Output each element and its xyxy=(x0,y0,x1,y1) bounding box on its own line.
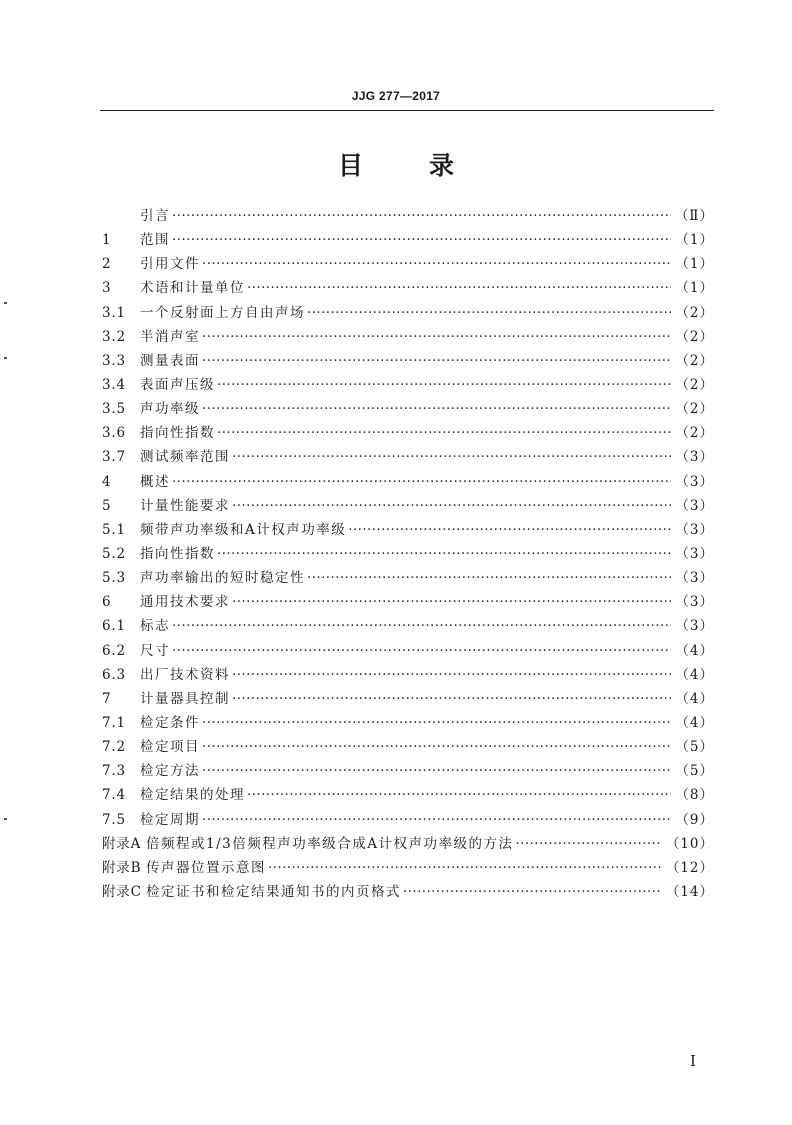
toc-entry[interactable] xyxy=(102,590,714,614)
toc-entry-number: 5.1 xyxy=(102,521,126,538)
title-char-1: 目 xyxy=(337,151,363,180)
toc-entry-title: 倍频程或1/3倍频程声功率级合成A计权声功率级的方法 xyxy=(146,835,514,852)
toc-entry-title: 频带声功率级和A计权声功率级 xyxy=(140,521,347,538)
toc-leader xyxy=(232,449,671,465)
toc-entry-page: （4） xyxy=(675,642,714,659)
toc-entry-page: （3） xyxy=(675,545,714,562)
toc-entry-title: 半消声室 xyxy=(140,328,200,345)
toc-entry[interactable] xyxy=(102,445,714,469)
toc-leader xyxy=(202,329,671,345)
toc-leader xyxy=(247,280,671,296)
toc-entry-page: （Ⅱ） xyxy=(674,208,714,224)
toc-entry-page: （3） xyxy=(675,618,714,635)
toc-entry-page: （3） xyxy=(675,594,714,611)
toc-entry-number: 3.1 xyxy=(102,304,126,321)
toc-entry-title: 引用文件 xyxy=(140,256,200,273)
toc-entry-page: （1） xyxy=(675,256,714,273)
toc-entry-title: 概述 xyxy=(140,473,170,490)
toc-entry-page: （1） xyxy=(675,232,714,249)
toc-entry-number: 5.3 xyxy=(102,570,126,587)
toc-entry-page: （4） xyxy=(675,714,714,731)
toc-entry[interactable] xyxy=(102,663,714,687)
toc-entry-page: （3） xyxy=(675,497,714,514)
toc-entry-title: 一个反射面上方自由声场 xyxy=(140,304,305,321)
toc-entry[interactable] xyxy=(102,397,714,421)
toc-entry-page: （3） xyxy=(675,473,714,490)
toc-entry[interactable] xyxy=(102,687,714,711)
toc-leader xyxy=(247,787,671,803)
toc-entry[interactable] xyxy=(102,325,714,349)
toc-leader xyxy=(172,232,671,248)
toc-entry-number: 3 xyxy=(102,280,112,297)
header-rule xyxy=(100,110,714,111)
toc-leader xyxy=(307,305,671,321)
scan-margin-mark xyxy=(4,818,7,820)
toc-entry-page: （2） xyxy=(675,425,714,442)
toc-entry-title: 计量性能要求 xyxy=(140,497,230,514)
toc-entry-number: 附录A xyxy=(102,835,142,852)
toc-entry[interactable] xyxy=(102,421,714,445)
toc-entry-page: （14） xyxy=(665,883,714,900)
toc-entry[interactable] xyxy=(102,252,714,276)
toc-entry-page: （4） xyxy=(675,690,714,707)
toc-entry-number: 7 xyxy=(102,690,112,707)
toc-entry-number: 3.2 xyxy=(102,328,126,345)
toc-entry-page: （3） xyxy=(675,570,714,587)
toc-entry-title: 尺寸 xyxy=(140,642,170,659)
standard-code: JJG 277—2017 xyxy=(351,89,441,103)
toc-entry-page: （3） xyxy=(675,521,714,538)
toc-entry-title: 出厂技术资料 xyxy=(140,666,230,683)
toc-leader xyxy=(172,474,671,490)
toc-entry-title: 检定证书和检定结果通知书的内页格式 xyxy=(146,883,401,900)
toc-entry-number: 5 xyxy=(102,497,112,514)
toc-entry[interactable] xyxy=(102,808,714,832)
toc-entry-number: 6.1 xyxy=(102,618,126,635)
toc-entry-number: 附录B xyxy=(102,859,142,876)
toc-entry-title: 标志 xyxy=(140,618,170,635)
toc-entry[interactable] xyxy=(102,856,714,880)
toc-entry-number: 4 xyxy=(102,473,112,490)
toc-entry-page: （12） xyxy=(665,859,714,876)
toc-entry-title: 范围 xyxy=(140,232,170,249)
toc-entry-number: 6 xyxy=(102,594,112,611)
toc-leader xyxy=(172,208,671,224)
toc-entry-title: 检定条件 xyxy=(140,714,200,731)
toc-leader xyxy=(172,643,671,659)
toc-entry[interactable] xyxy=(102,276,714,300)
toc-entry-title: 表面声压级 xyxy=(140,376,215,393)
toc-entry[interactable] xyxy=(102,301,714,325)
toc-entry-number: 6.3 xyxy=(102,666,126,683)
toc-entry[interactable] xyxy=(102,373,714,397)
toc-entry[interactable] xyxy=(102,566,714,590)
toc-leader xyxy=(232,594,671,610)
toc-entry[interactable] xyxy=(102,639,714,663)
scan-margin-mark xyxy=(4,357,7,359)
table-of-contents xyxy=(102,204,714,904)
toc-entry[interactable] xyxy=(102,470,714,494)
toc-entry[interactable] xyxy=(102,614,714,638)
toc-entry[interactable] xyxy=(102,880,714,904)
toc-leader xyxy=(202,715,671,731)
toc-entry-title: 测量表面 xyxy=(140,352,200,369)
toc-entry[interactable] xyxy=(102,783,714,807)
toc-entry-page: （2） xyxy=(675,401,714,418)
toc-leader xyxy=(348,522,671,538)
toc-leader xyxy=(268,860,662,876)
toc-leader xyxy=(232,667,671,683)
toc-leader xyxy=(232,691,671,707)
toc-entry-number: 3.4 xyxy=(102,376,126,393)
toc-entry-title: 指向性指数 xyxy=(140,545,215,562)
toc-entry-title: 传声器位置示意图 xyxy=(146,859,266,876)
toc-entry-number: 3.3 xyxy=(102,352,126,369)
toc-entry-title: 检定周期 xyxy=(140,811,200,828)
toc-leader xyxy=(202,353,671,369)
page-folio: I xyxy=(690,1052,696,1070)
toc-entry-number: 3.7 xyxy=(102,449,126,466)
toc-entry-page: （2） xyxy=(675,328,714,345)
toc-entry-number: 7.2 xyxy=(102,739,126,756)
toc-leader xyxy=(202,401,671,417)
toc-leader xyxy=(202,812,671,828)
toc-entry-number: 6.2 xyxy=(102,642,126,659)
toc-entry-title: 测试频率范围 xyxy=(140,449,230,466)
toc-leader xyxy=(217,546,671,562)
toc-entry-title: 术语和计量单位 xyxy=(140,280,245,297)
toc-entry-page: （3） xyxy=(675,449,714,466)
toc-leader xyxy=(232,498,671,514)
toc-entry-title: 引言 xyxy=(140,208,170,224)
toc-entry-page: （9） xyxy=(675,811,714,828)
toc-entry-title: 通用技术要求 xyxy=(140,594,230,611)
toc-entry-page: （10） xyxy=(665,835,714,852)
toc-entry-page: （5） xyxy=(675,763,714,780)
toc-entry-page: （5） xyxy=(675,739,714,756)
toc-entry-title: 检定结果的处理 xyxy=(140,787,245,804)
toc-entry[interactable] xyxy=(102,204,714,228)
toc-entry-number: 7.5 xyxy=(102,811,126,828)
toc-leader xyxy=(217,425,671,441)
toc-entry[interactable] xyxy=(102,832,714,856)
toc-entry-number: 7.3 xyxy=(102,763,126,780)
toc-leader xyxy=(202,739,671,755)
toc-entry-page: （4） xyxy=(675,666,714,683)
toc-leader xyxy=(202,256,671,272)
toc-entry-title: 声功率输出的短时稳定性 xyxy=(140,570,305,587)
toc-entry[interactable] xyxy=(102,735,714,759)
toc-entry-number: 附录C xyxy=(102,883,142,900)
toc-entry-page: （2） xyxy=(675,352,714,369)
toc-entry-number: 3.5 xyxy=(102,401,126,418)
toc-leader xyxy=(217,377,671,393)
toc-entry-number: 2 xyxy=(102,256,112,273)
page-title xyxy=(0,146,792,182)
toc-entry-number: 5.2 xyxy=(102,545,126,562)
toc-leader xyxy=(515,836,661,852)
toc-entry-page: （1） xyxy=(675,280,714,297)
scan-margin-mark xyxy=(4,302,7,304)
toc-leader xyxy=(307,570,671,586)
toc-entry-number: 1 xyxy=(102,232,112,249)
toc-entry[interactable] xyxy=(102,759,714,783)
toc-entry-page: （8） xyxy=(675,787,714,804)
toc-entry[interactable] xyxy=(102,228,714,252)
toc-entry-title: 指向性指数 xyxy=(140,425,215,442)
toc-entry[interactable] xyxy=(102,349,714,373)
toc-leader xyxy=(202,763,671,779)
toc-entry[interactable] xyxy=(102,518,714,542)
toc-entry[interactable] xyxy=(102,494,714,518)
toc-entry-title: 检定方法 xyxy=(140,763,200,780)
toc-entry-title: 声功率级 xyxy=(140,401,200,418)
toc-entry-page: （2） xyxy=(675,376,714,393)
toc-entry-title: 检定项目 xyxy=(140,739,200,756)
toc-entry-title: 计量器具控制 xyxy=(140,690,230,707)
title-char-2: 录 xyxy=(429,151,455,180)
toc-entry-number: 3.6 xyxy=(102,425,126,442)
toc-entry-page: （2） xyxy=(675,304,714,321)
toc-leader xyxy=(403,884,662,900)
toc-leader xyxy=(172,618,671,634)
toc-entry[interactable] xyxy=(102,711,714,735)
toc-entry-number: 7.4 xyxy=(102,787,126,804)
toc-entry[interactable] xyxy=(102,542,714,566)
toc-entry-number: 7.1 xyxy=(102,714,126,731)
